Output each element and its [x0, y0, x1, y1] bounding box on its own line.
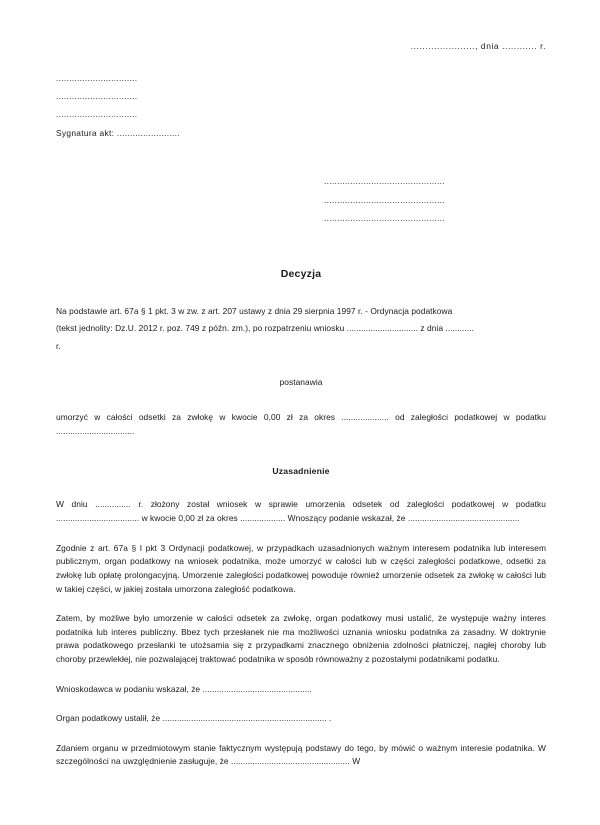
legal-basis-line-2: (tekst jednolity: Dz.U. 2012 r. poz. 749 z późn. zm.), po rozpatrzeniu wniosku .............................. z dnia ............ [56, 323, 474, 334]
justification-paragraph-2: Zgodnie z art. 67a § I pkt 3 Ordynacji podatkowej, w przypadkach uzasadnionych ważnym interesem podatnika lub interesem publicznym, organ podatkowy na wniosek podatnika, może umorzyć w całości lub w części zaległości podatkowe, odsetki za zwłokę lub opłatę prolongacyjną. Umorzenie zaległości podatkowej powoduje również umorzenie odsetek za zwłokę w całości lub w takiej części, w jakiej została umorzona zaległość podatkowa. [56, 542, 546, 594]
place-date-line: ......................, dnia ............ r. [410, 41, 546, 51]
signature-label: Sygnatura akt: ........................ [56, 128, 180, 139]
justification-paragraph-1: W dniu ............... r. złożony został wniosek w sprawie umorzenia odsetek od zaległości podatkowej w podatku ................................... w kwocie 0,00 zł za okres ................... Wnoszący podanie wskazał, że ............................................... [56, 499, 546, 524]
legal-basis-line-1: Na podstawie art. 67a § 1 pkt. 3 w zw. z art. 207 ustawy z dnia 29 sierpnia 1997 r. - Ordynacja podatkowa [56, 305, 453, 316]
recipient-line-3: .............................................. [324, 213, 445, 224]
sender-block [56, 72, 546, 141]
justification-paragraph-4: Wnioskodawca w podaniu wskazał, że .............................................. [56, 683, 312, 694]
document-title: Decyzja [280, 267, 322, 280]
sender-line-2: ............................... [56, 90, 138, 101]
justification-heading: Uzasadnienie [272, 465, 330, 476]
document-body [56, 40, 546, 785]
decides-label: postanawia [279, 376, 323, 387]
recipient-line-2: .............................................. [324, 194, 445, 205]
legal-basis-line-3: r. [56, 341, 61, 352]
decision-text: umorzyć w całości odsetki za zwłokę w kwocie 0,00 zł za okres .................... od zaległości podatkowej w podatku ................................. [56, 412, 546, 436]
justification-paragraph-3: Zatem, by możliwe było umorzenie w całości odsetek za zwłokę, organ podatkowy musi ustalić, że występuje ważny interes podatnika lub interes publiczny. Bbez tych przesłanek nie ma możliwości uznania wniosku podatnika za zasadny. W doktrynie prawa podatkowego przesłanki te utożsamia się z przypadkami znacznego obniżenia zdolności płatniczej, nagłej choroby lub choroby przewlekłej, nie pozwalającej traktować podatnika w sposób równoważny z pozostałymi podatnikami podatku. [56, 613, 546, 664]
sender-line-3: ............................... [56, 108, 138, 119]
justification-paragraph-6: Zdaniem organu w przedmiotowym stanie faktycznym występują podstawy do tego, by mówić o ważnym interesie podatnika. W szczególności na uwzględnienie zasługuje, że .................................................. W [56, 742, 546, 767]
justification-paragraph-5: Organ podatkowy ustalił, że ..................................................................... . [56, 713, 332, 724]
sender-line-1: ............................... [56, 72, 138, 83]
recipient-line-1: .............................................. [324, 176, 445, 187]
recipient-block [324, 175, 546, 226]
